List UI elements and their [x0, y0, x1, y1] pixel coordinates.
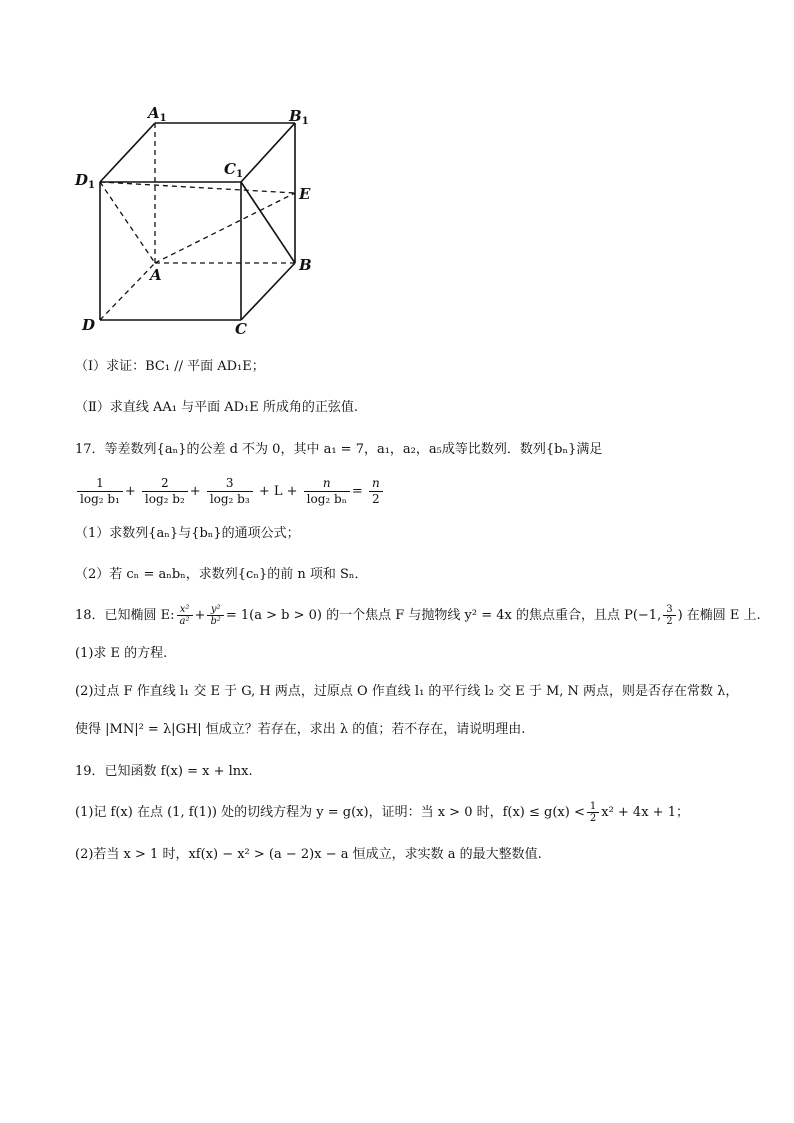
q19-stem: 19．已知函数 f(x) = x + lnx.: [75, 764, 253, 779]
label-c: C: [235, 320, 247, 338]
frac-one-half: $\frac{1}{2}$: [587, 801, 599, 824]
sum-term-1: $\frac{1}{\text{log₂ b₁}}$: [77, 476, 123, 507]
q18-stem: 18．已知椭圆 E: $\frac{\text{x²}}{\text{a²}}$ + $\frac{\text{y²}}{\text{b²}}$ = 1(a > b > 0) 的一个焦点 F 与抛物线 y² = 4x 的焦点重合，且点 P(−1, $\frac{3}{2}$ ) 在椭圆 E 上.: [75, 604, 761, 627]
q18-part1: (1)求 E 的方程.: [75, 646, 168, 661]
label-b1: $B_1$: [289, 107, 309, 127]
q17-sum-equation: $\frac{1}{\text{log₂ b₁}}$ + $\frac{2}{\text{log₂ b₂}}$ + $\frac{3}{\text{log₂ b₃}}$ + L + $\frac{n}{\text{log₂ bₙ}}$ = $\frac{n}{2}$: [75, 476, 385, 507]
frac-y2-b2: $\frac{\text{y²}}{\text{b²}}$: [207, 604, 223, 627]
cube-figure: [70, 100, 330, 340]
label-d: D: [82, 316, 96, 334]
frac-3-2: $\frac{3}{2}$: [663, 604, 675, 627]
q16-part1: （Ⅰ）求证：BC₁ // 平面 AD₁E；: [75, 359, 265, 374]
sum-rhs: $\frac{n}{2}$: [369, 476, 383, 507]
cube-diagram: [70, 100, 330, 340]
q16-part2: （Ⅱ）求直线 AA₁ 与平面 AD₁E 所成角的正弦值.: [75, 400, 358, 415]
sum-ellipsis: + L +: [258, 484, 298, 499]
label-c1: $C_1$: [224, 160, 243, 180]
q17-stem: 17．等差数列{aₙ}的公差 d 不为 0，其中 a₁ = 7，a₁，a₂，a₅成等比数列．数列{bₙ}满足: [75, 442, 603, 457]
q17-part2: （2）若 cₙ = aₙbₙ，求数列{cₙ}的前 n 项和 Sₙ．: [75, 567, 368, 582]
sum-term-2: $\frac{2}{\text{log₂ b₂}}$: [142, 476, 188, 507]
q18-part2: (2)过点 F 作直线 l₁ 交 E 于 G, H 两点，过原点 O 作直线 l₁ 的平行线 l₂ 交 E 于 M, N 两点，则是否存在常数 λ，: [75, 684, 739, 699]
label-a1: $A_1$: [148, 104, 167, 124]
sum-term-3: $\frac{3}{\text{log₂ b₃}}$: [207, 476, 253, 507]
sum-term-n: $\frac{n}{\text{log₂ bₙ}}$: [304, 476, 350, 507]
q18-part2b: 使得 |MN|² = λ|GH| 恒成立？若存在，求出 λ 的值；若不存在，请说明理由.: [75, 722, 526, 737]
q19-part1: (1)记 f(x) 在点 (1, f(1)) 处的切线方程为 y = g(x)，证明：当 x > 0 时，f(x) ≤ g(x) < $\frac{1}{2}$ x² + 4x + 1；: [75, 801, 689, 824]
frac-x2-a2: $\frac{\text{x²}}{\text{a²}}$: [177, 604, 193, 627]
q17-part1: （1）求数列{aₙ}与{bₙ}的通项公式；: [75, 526, 300, 541]
q19-part2: (2)若当 x > 1 时，xf(x) − x² > (a − 2)x − a 恒成立，求实数 a 的最大整数值.: [75, 847, 542, 862]
label-e: E: [299, 185, 311, 203]
label-a: A: [150, 266, 162, 284]
label-b: B: [299, 256, 312, 274]
label-d1: $D_1$: [75, 171, 95, 191]
